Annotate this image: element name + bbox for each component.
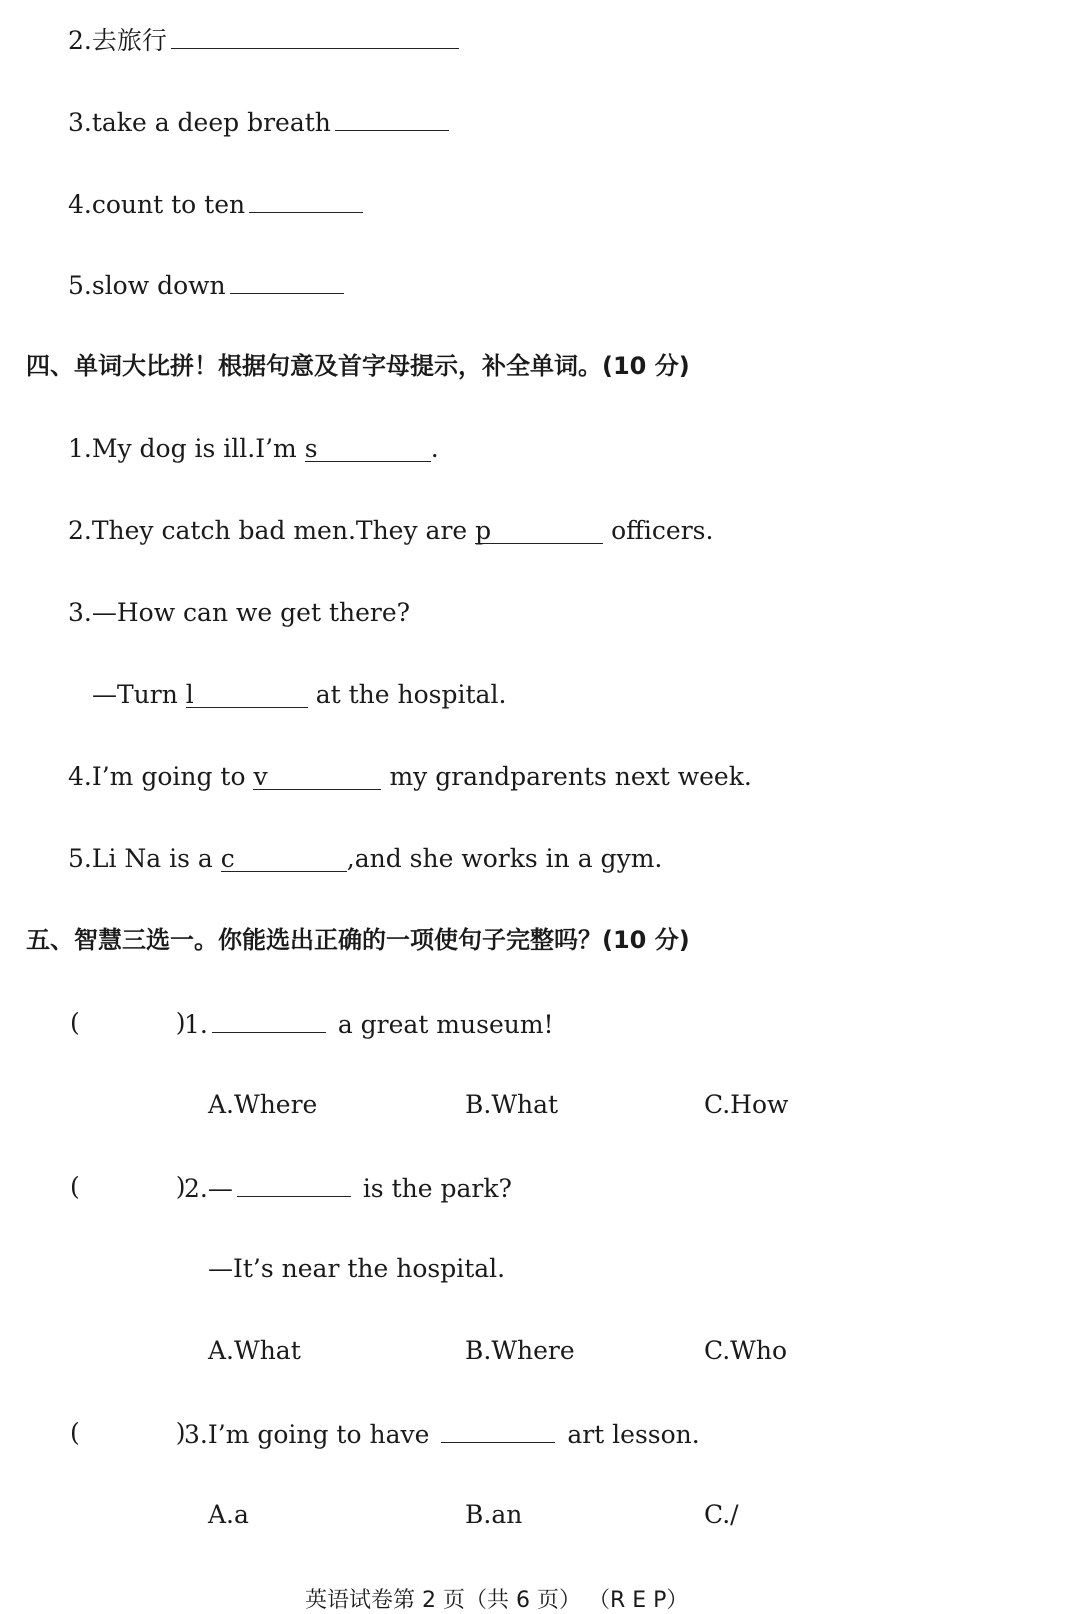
s4-question-3b: —Turn l at the hospital. <box>92 680 507 709</box>
s5-q3-option-a[interactable]: A.a <box>208 1500 249 1529</box>
answer-blank[interactable] <box>441 1420 555 1443</box>
s5-q1-option-b[interactable]: B.What <box>465 1090 559 1119</box>
answer-paren-3[interactable]: ( ) <box>70 1418 186 1447</box>
s5-question-2: 2.— is the park? <box>184 1174 512 1203</box>
s5-question-1: 1. a great museum! <box>184 1010 554 1039</box>
answer-blank[interactable] <box>335 108 449 131</box>
s4-question-4: 4.I’m going to v my grandparents next week. <box>68 762 752 791</box>
s5-q2-option-a[interactable]: A.What <box>208 1336 301 1365</box>
answer-blank[interactable]: c <box>221 846 347 872</box>
s3-item-3: 3.take a deep breath <box>68 108 453 135</box>
s5-q1-option-c[interactable]: C.How <box>704 1090 789 1119</box>
s3-item-5: 5.slow down <box>68 271 348 298</box>
answer-blank[interactable]: v <box>253 764 381 790</box>
answer-blank[interactable] <box>237 1174 351 1197</box>
s5-q2-option-b[interactable]: B.Where <box>465 1336 575 1365</box>
section-5-heading: 五、智慧三选一。你能选出正确的一项使句子完整吗？(10 分) <box>26 926 690 954</box>
answer-blank[interactable]: p <box>475 518 603 544</box>
answer-blank[interactable]: l <box>186 682 308 708</box>
s5-q2-answer-line: —It’s near the hospital. <box>208 1254 506 1283</box>
answer-blank[interactable] <box>212 1010 326 1033</box>
page-footer: 英语试卷第 2 页（共 6 页） （R E P） <box>305 1588 689 1613</box>
s5-q3-option-c[interactable]: C./ <box>704 1500 739 1529</box>
answer-blank[interactable]: s <box>305 436 431 462</box>
s4-question-2: 2.They catch bad men.They are p officers. <box>68 516 714 545</box>
s5-q3-option-b[interactable]: B.an <box>465 1500 523 1529</box>
section-4-heading: 四、单词大比拼！根据句意及首字母提示，补全单词。(10 分) <box>26 352 690 380</box>
answer-blank[interactable] <box>171 26 459 49</box>
s4-question-5: 5.Li Na is a c ,and she works in a gym. <box>68 844 663 873</box>
answer-blank[interactable] <box>249 190 363 213</box>
s5-q2-option-c[interactable]: C.Who <box>704 1336 788 1365</box>
answer-paren-1[interactable]: ( ) <box>70 1008 186 1037</box>
s5-q1-option-a[interactable]: A.Where <box>208 1090 318 1119</box>
s3-item-2: 2.去旅行 <box>68 26 463 53</box>
answer-blank[interactable] <box>230 271 344 294</box>
s4-question-3a: 3.—How can we get there? <box>68 598 411 627</box>
s4-question-1: 1.My dog is ill.I’m s . <box>68 434 439 463</box>
s3-item-4: 4.count to ten <box>68 190 367 217</box>
answer-paren-2[interactable]: ( ) <box>70 1172 186 1201</box>
s5-question-3: 3.I’m going to have art lesson. <box>184 1420 700 1449</box>
